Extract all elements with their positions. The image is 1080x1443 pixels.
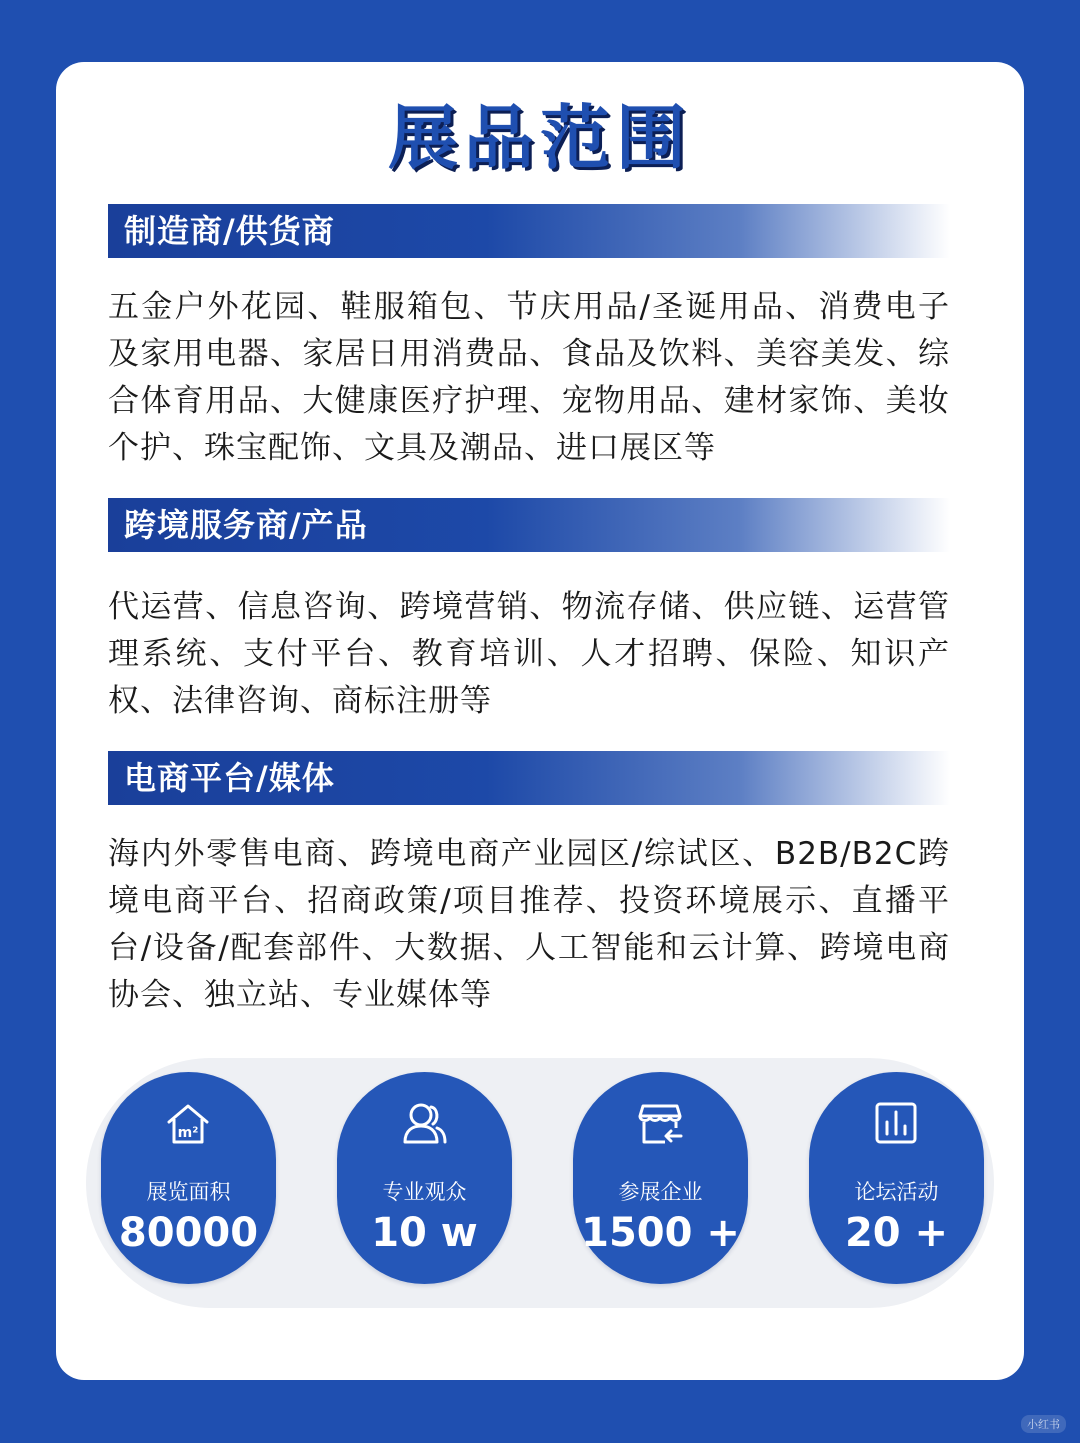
house-area-icon bbox=[163, 1098, 213, 1148]
stat-forums bbox=[809, 1072, 984, 1284]
stat-value: 80000 bbox=[118, 1210, 259, 1256]
stat-value: 1500 + bbox=[581, 1210, 740, 1256]
section-heading: 制造商/供货商 bbox=[124, 212, 335, 250]
watermark: 小红书 bbox=[1021, 1415, 1066, 1433]
svg-text:m²: m² bbox=[177, 1125, 199, 1141]
stat-label: 展览面积 bbox=[146, 1180, 231, 1204]
stat-exhibition-area bbox=[101, 1072, 276, 1284]
people-icon bbox=[399, 1098, 449, 1148]
section-heading: 跨境服务商/产品 bbox=[124, 506, 368, 544]
storefront-icon bbox=[635, 1098, 685, 1148]
section-header-services bbox=[108, 498, 950, 552]
stat-label: 参展企业 bbox=[618, 1180, 703, 1204]
stat-label: 专业观众 bbox=[382, 1180, 467, 1204]
section-heading: 电商平台/媒体 bbox=[124, 759, 335, 797]
stat-label: 论坛活动 bbox=[854, 1180, 939, 1204]
stat-value: 10 w bbox=[371, 1210, 478, 1256]
section-text-platforms: 海内外零售电商、跨境电商产业园区/综试区、B2B/B2C跨境电商平台、招商政策/项目推荐、投资环境展示、直播平台/设备/配套部件、大数据、人工智能和云计算、跨境电商协会、独立站、专业媒体等 bbox=[108, 836, 950, 1013]
stat-value: 20 + bbox=[844, 1210, 949, 1256]
section-text-services: 代运营、信息咨询、跨境营销、物流存储、供应链、运营管理系统、支付平台、教育培训、人才招聘、保险、知识产权、法律咨询、商标注册等 bbox=[108, 589, 950, 719]
section-header-platforms bbox=[108, 751, 950, 805]
stat-exhibitors bbox=[573, 1072, 748, 1284]
page-title: 展品范围 bbox=[388, 97, 692, 179]
section-text-manufacturers: 五金户外花园、鞋服箱包、节庆用品/圣诞用品、消费电子及家用电器、家居日用消费品、食品及饮料、美容美发、综合体育用品、大健康医疗护理、宠物用品、建材家饰、美妆个护、珠宝配饰、文具及潮品、进口展区等 bbox=[108, 289, 950, 466]
stat-visitors bbox=[337, 1072, 512, 1284]
section-header-manufacturers bbox=[108, 204, 950, 258]
bar-chart-icon bbox=[871, 1098, 921, 1148]
